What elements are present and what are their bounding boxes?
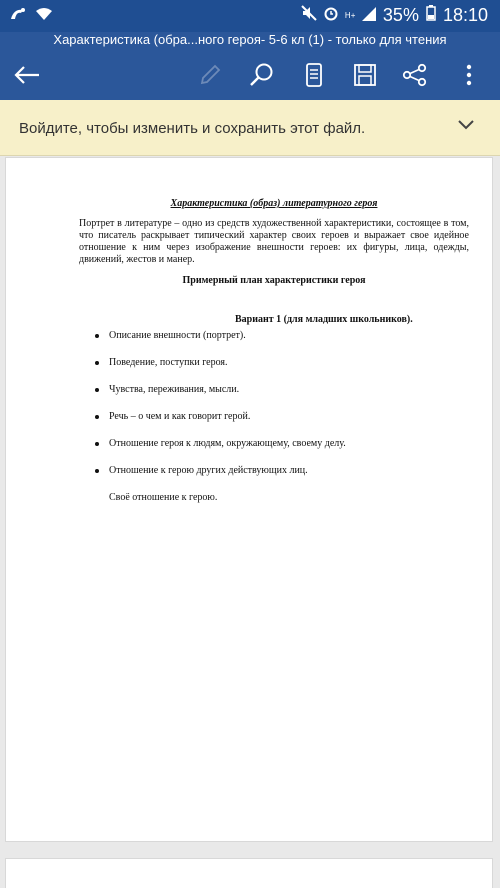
doc-heading: Характеристика (образ) литературного героя — [170, 198, 378, 209]
doc-closing-line: Своё отношение к герою. — [109, 492, 218, 503]
wifi-icon — [36, 7, 52, 26]
signal-icon — [362, 5, 376, 26]
bullet-icon — [95, 469, 99, 473]
list-item: Поведение, поступки героя. — [79, 357, 469, 384]
bullet-icon — [95, 361, 99, 365]
doc-bullet-list — [79, 330, 469, 492]
list-item: Описание внешности (портрет). — [79, 330, 469, 357]
bullet-icon — [95, 442, 99, 446]
status-bar — [0, 0, 500, 32]
mute-icon — [301, 5, 317, 26]
list-item: Отношение героя к людям, окружающему, своему делу. — [79, 438, 469, 465]
list-item: Речь – о чем и как говорит герой. — [79, 411, 469, 438]
doc-subheading: Примерный план характеристики героя — [182, 275, 366, 286]
sign-in-message: Войдите, чтобы изменить и сохранить этот файл. — [19, 120, 366, 137]
share-icon[interactable] — [398, 58, 432, 92]
search-icon[interactable] — [245, 58, 279, 92]
app-notification-icon — [10, 7, 26, 26]
reading-view-icon[interactable] — [297, 58, 331, 92]
battery-percent: 35% — [382, 5, 419, 25]
more-icon[interactable] — [452, 58, 486, 92]
alarm-icon — [324, 5, 338, 26]
sign-in-banner[interactable] — [0, 100, 500, 156]
document-content — [79, 198, 469, 503]
app-toolbar — [0, 52, 500, 100]
document-title-bar — [0, 32, 500, 52]
clock-time: 18:10 — [442, 5, 488, 25]
pen-icon[interactable] — [193, 58, 227, 92]
list-item: Отношение к герою других действующих лиц. — [79, 465, 469, 492]
doc-paragraph: Портрет в литературе – одно из средств художественной характеристики, состоящее в том, что писатель раскрывает типический характер своих героев и выражает свое идейное отношение к ним через изображение внешности героев: их фигуры, лица, одежды, движений, жестов и манер. — [79, 218, 469, 265]
bullet-icon — [95, 334, 99, 338]
doc-variant-heading: Вариант 1 (для младших школьников). — [235, 314, 413, 325]
bullet-icon — [95, 415, 99, 419]
network-type: H+ — [344, 10, 356, 20]
list-item: Чувства, переживания, мысли. — [79, 384, 469, 411]
save-icon[interactable] — [348, 58, 382, 92]
back-arrow-icon[interactable] — [10, 58, 44, 92]
document-page[interactable] — [5, 157, 493, 842]
battery-icon — [426, 5, 436, 26]
document-title: Характеристика (обра...ного героя- 5-6 кл (1) - только для чтения — [53, 32, 447, 47]
chevron-down-icon[interactable] — [458, 118, 474, 136]
bullet-icon — [95, 388, 99, 392]
next-document-page[interactable] — [5, 858, 493, 888]
